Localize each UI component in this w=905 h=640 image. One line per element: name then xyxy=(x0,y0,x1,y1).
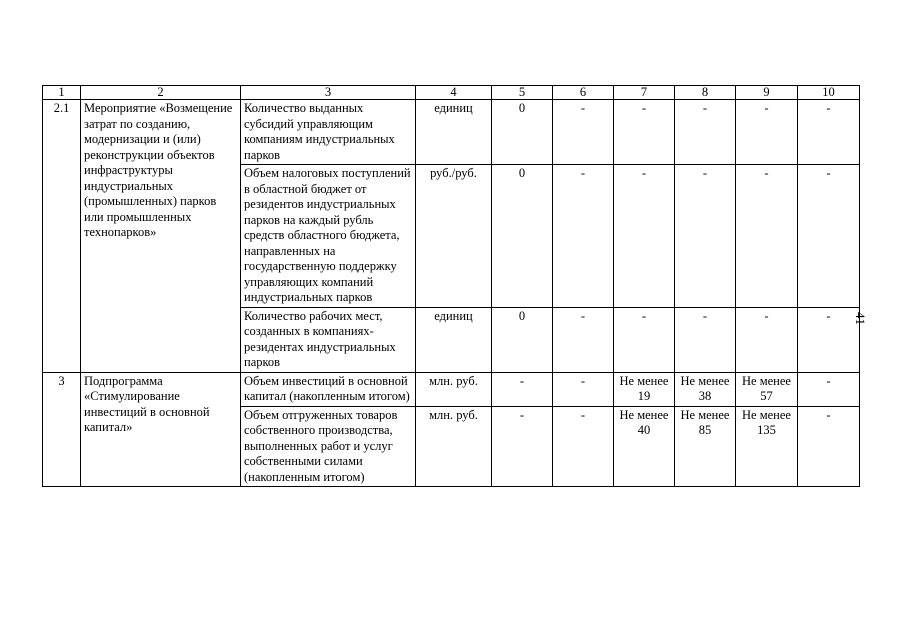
value-col-7 xyxy=(614,406,675,487)
value-col-10: - xyxy=(798,100,860,165)
value-col-8 xyxy=(675,406,736,487)
value-col-10: - xyxy=(798,307,860,372)
col-header-7: 7 xyxy=(614,86,675,100)
value-qualifier: Не менее xyxy=(680,373,730,388)
column-number-row xyxy=(43,86,860,100)
value-qualifier: Не менее xyxy=(680,407,730,422)
event-name: Мероприятие «Возмещение затрат по созданию, модернизации и (или) реконструкции объектов инфраструктуры индустриальных (промышленных) парков или промышленных технопарков» xyxy=(81,100,241,373)
value-col-5: - xyxy=(492,372,553,406)
col-header-5: 5 xyxy=(492,86,553,100)
col-header-1: 1 xyxy=(43,86,81,100)
value-number: 38 xyxy=(698,389,712,403)
value-number: 85 xyxy=(698,423,712,437)
value-number: 57 xyxy=(760,389,773,403)
col-header-10: 10 xyxy=(798,86,860,100)
indicator-name: Объем отгруженных товаров собственного производства, выполненных работ и услуг собственными силами (накопленным итогом) xyxy=(241,406,416,487)
unit: единиц xyxy=(416,100,492,165)
col-header-2: 2 xyxy=(81,86,241,100)
page-number: 41 xyxy=(853,312,868,325)
value-col-9 xyxy=(736,406,798,487)
value-qualifier: Не менее xyxy=(619,373,669,388)
col-header-8: 8 xyxy=(675,86,736,100)
value-col-8: - xyxy=(675,307,736,372)
value-col-10: - xyxy=(798,406,860,487)
value-col-5: 0 xyxy=(492,307,553,372)
value-col-10: - xyxy=(798,372,860,406)
value-col-5: - xyxy=(492,406,553,487)
value-col-9 xyxy=(736,372,798,406)
col-header-9: 9 xyxy=(736,86,798,100)
col-header-6: 6 xyxy=(553,86,614,100)
value-col-9: - xyxy=(736,165,798,308)
value-col-6: - xyxy=(553,100,614,165)
value-col-8: - xyxy=(675,165,736,308)
indicator-name: Объем налоговых поступлений в областной бюджет от резидентов индустриальных парков на каждый рубль средств областного бюджета, направленных на государственную поддержку управляющих компаний индустриальных парков xyxy=(241,165,416,308)
unit: млн. руб. xyxy=(416,372,492,406)
table-row xyxy=(43,100,860,165)
value-qualifier: Не менее xyxy=(619,407,669,422)
col-header-4: 4 xyxy=(416,86,492,100)
col-header-3: 3 xyxy=(241,86,416,100)
value-col-7: - xyxy=(614,165,675,308)
value-col-10: - xyxy=(798,165,860,308)
value-qualifier: Не менее xyxy=(742,373,791,388)
table-row xyxy=(43,372,860,406)
value-col-6: - xyxy=(553,372,614,406)
value-number: 135 xyxy=(757,423,776,437)
indicator-name: Количество рабочих мест, созданных в компаниях-резидентах индустриальных парков xyxy=(241,307,416,372)
indicators-table xyxy=(42,85,860,487)
indicator-name: Объем инвестиций в основной капитал (накопленным итогом) xyxy=(241,372,416,406)
value-col-9: - xyxy=(736,307,798,372)
row-number: 3 xyxy=(43,372,81,487)
value-col-6: - xyxy=(553,406,614,487)
indicator-name: Количество выданных субсидий управляющим компаниям индустриальных парков xyxy=(241,100,416,165)
unit: млн. руб. xyxy=(416,406,492,487)
unit: руб./руб. xyxy=(416,165,492,308)
value-col-5: 0 xyxy=(492,165,553,308)
value-number: 40 xyxy=(637,423,651,437)
value-col-6: - xyxy=(553,165,614,308)
value-number: 19 xyxy=(637,389,651,403)
subprogram-name: Подпрограмма «Стимулирование инвестиций в основной капитал» xyxy=(81,372,241,487)
value-col-6: - xyxy=(553,307,614,372)
unit: единиц xyxy=(416,307,492,372)
value-col-8 xyxy=(675,372,736,406)
value-col-5: 0 xyxy=(492,100,553,165)
row-number: 2.1 xyxy=(43,100,81,373)
value-col-7: - xyxy=(614,100,675,165)
value-col-8: - xyxy=(675,100,736,165)
value-col-7 xyxy=(614,372,675,406)
value-col-9: - xyxy=(736,100,798,165)
value-qualifier: Не менее xyxy=(742,407,791,422)
value-col-7: - xyxy=(614,307,675,372)
